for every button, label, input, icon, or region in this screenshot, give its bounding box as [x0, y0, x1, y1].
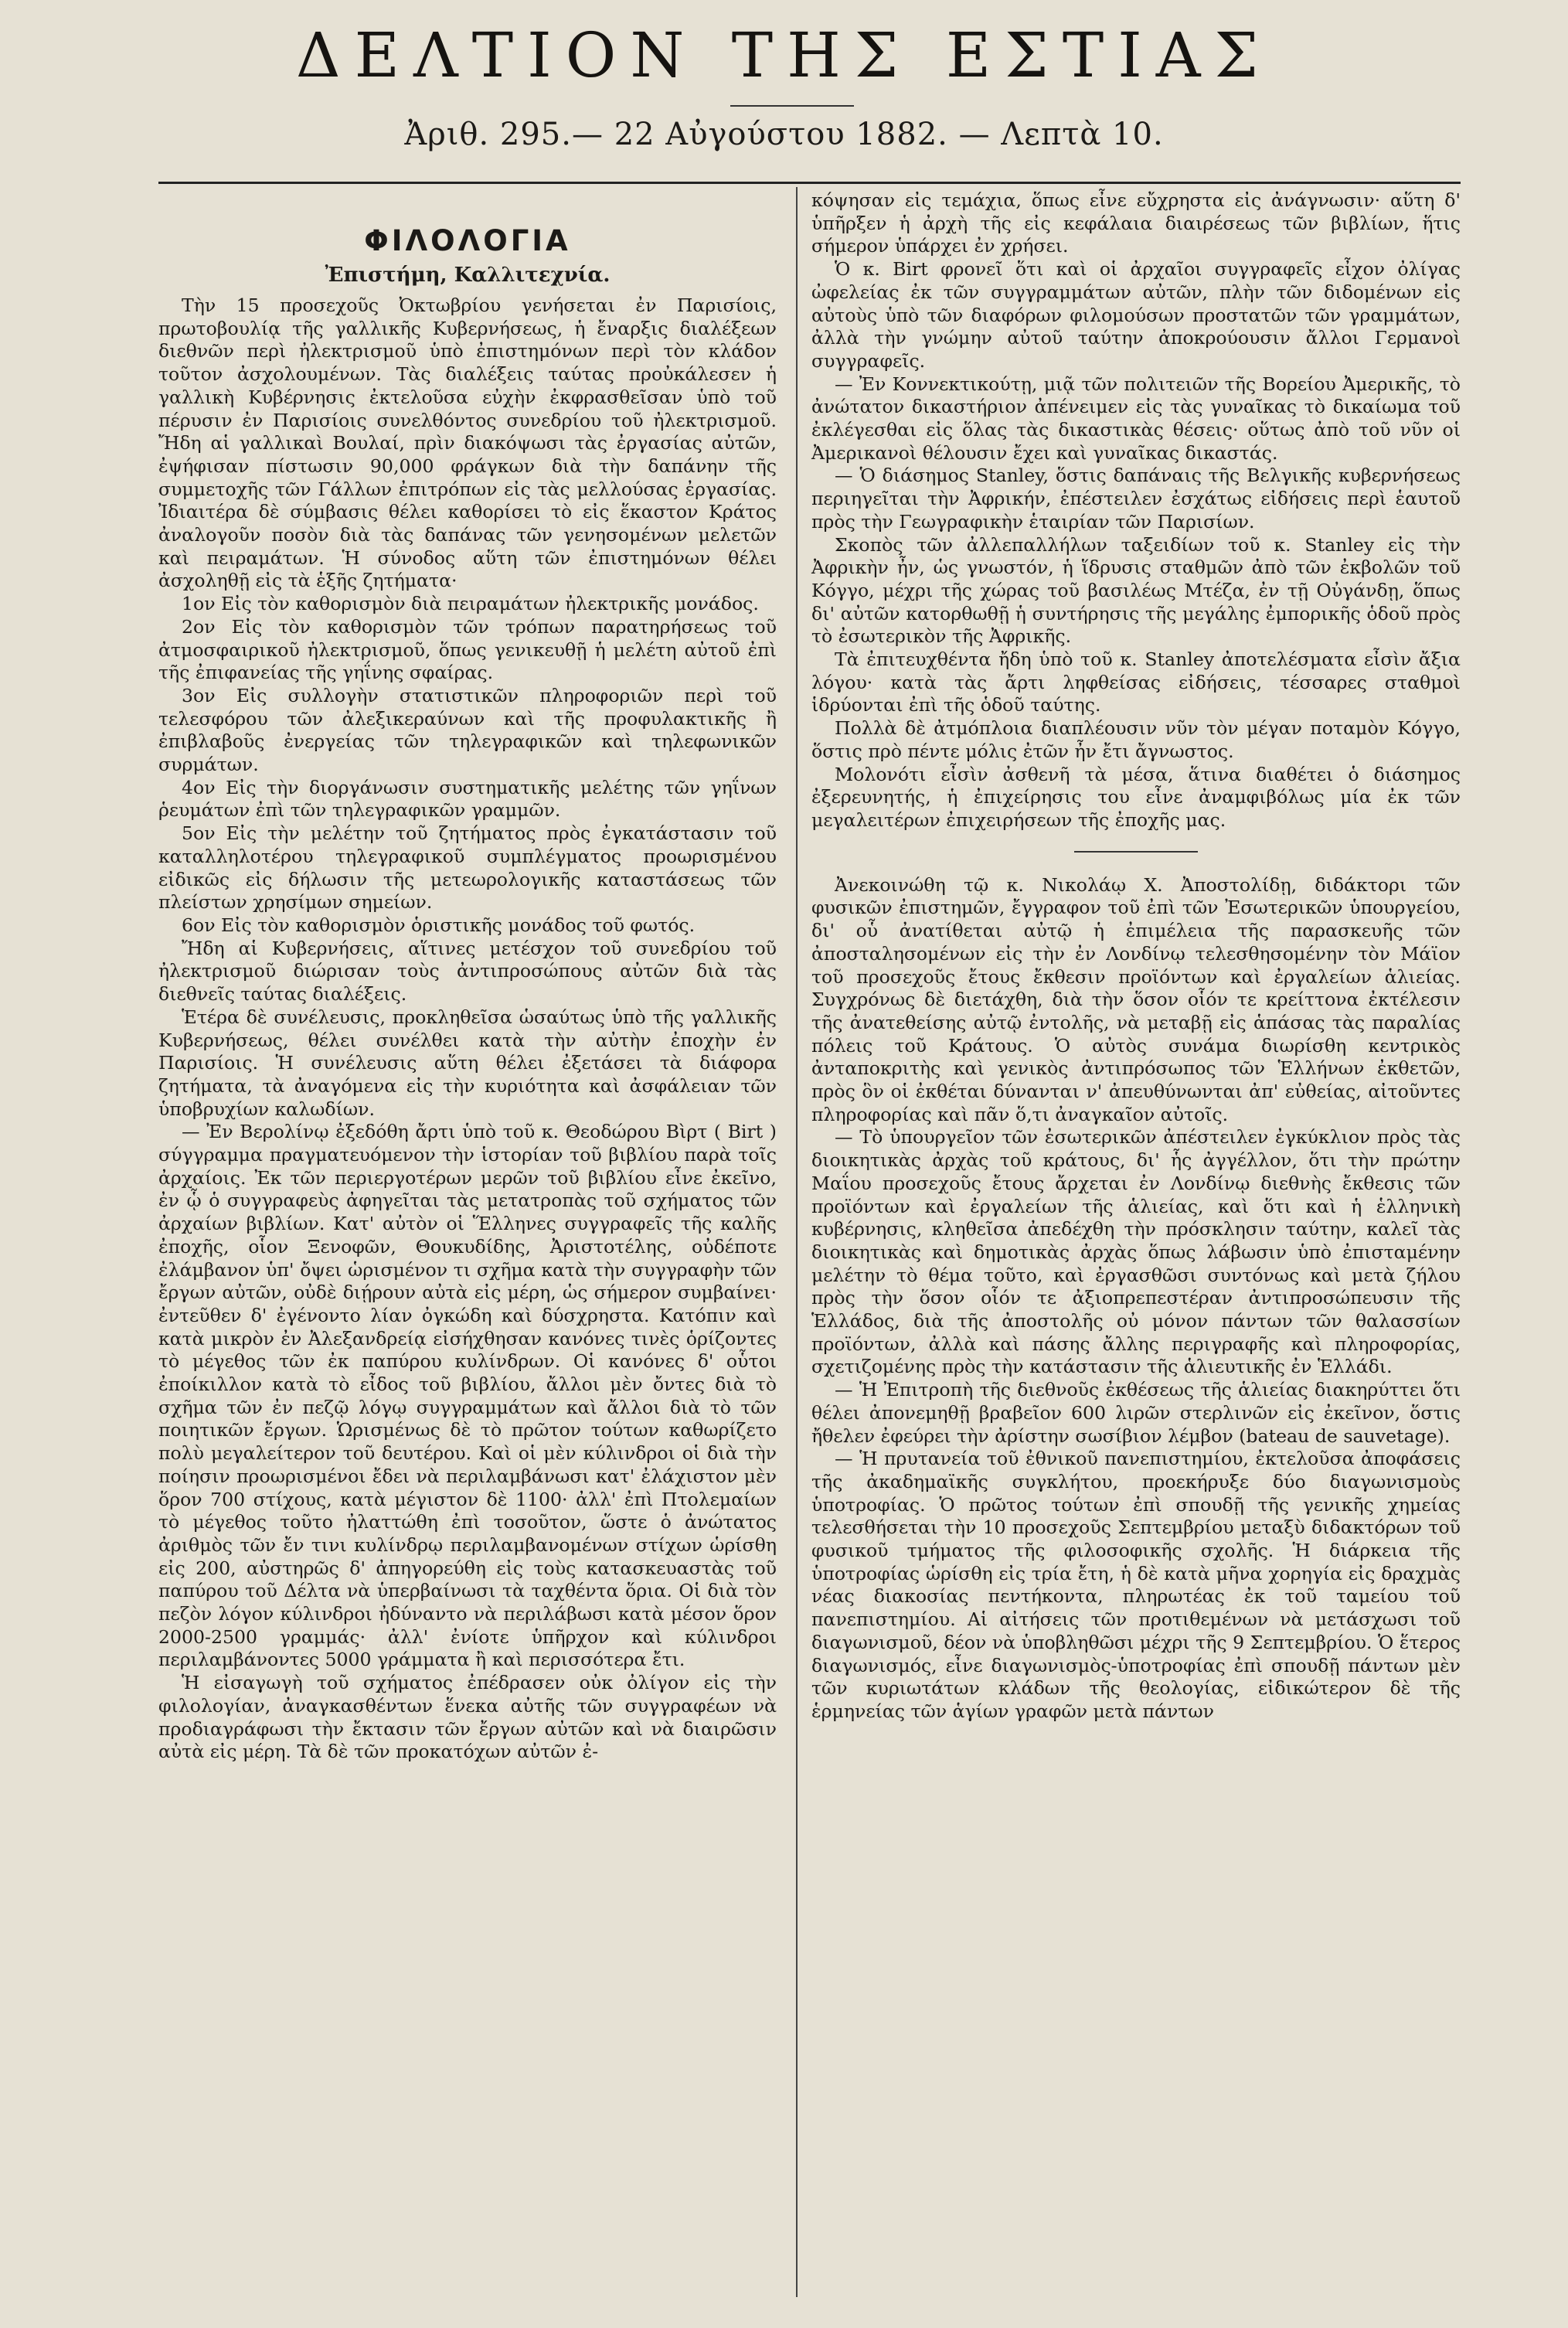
- right-column: [811, 189, 1461, 1724]
- column-divider: [796, 187, 798, 2297]
- paragraph: — Ἐν Βερολίνῳ ἐξεδόθη ἄρτι ὑπὸ τοῦ κ. Θεοδώρου Βὶρτ ( Birt ) σύγγραμμα πραγματευόμενον τὴν ἱστορίαν τοῦ βιβλίου παρὰ τοῖς ἀρχαίοις. Ἐκ τῶν περιεργοτέρων μερῶν τοῦ βιβλίου εἶνε ἐκεῖνο, ἐν ᾧ ὁ συγγραφεὺς ἀφηγεῖται τὰς μετατροπὰς τοῦ σχήματος τῶν ἀρχαίων βιβλίων. Κατ' αὐτὸν οἱ Ἕλληνες συγγραφεῖς τῆς καλῆς ἐποχῆς, οἷον Ξενοφῶν, Θουκυδίδης, Ἀριστοτέλης, οὐδέποτε ἐλάμβανον ὑπ' ὄψει ὡρισμένον τι σχῆμα κατὰ τὴν συγγραφὴν τῶν ἔργων αὐτῶν, οὐδὲ διῄρουν αὐτὰ εἰς μέρη, ὡς σήμερον συμβαίνει· ἐντεῦθεν δ' ἐγένοντο λίαν ὀγκώδη καὶ δύσχρηστα. Κατόπιν καὶ κατὰ μικρὸν ἐν Ἀλεξανδρείᾳ εἰσήχθησαν κανόνες τινὲς ὁρίζοντες τὸ μέγεθος τῶν ἐκ παπύρου κυλίνδρων. Οἱ κανόνες δ' οὗτοι ἐποίκιλλον κατὰ τὸ εἶδος τοῦ βιβλίου, ἄλλοι μὲν ὄντες διὰ τὸ σχῆμα τῶν ἐν πεζῷ λόγῳ συγγραμμάτων καὶ ἄλλοι διὰ τὸ τῶν ποιητικῶν ἔργων. Ὡρισμένως δὲ τὸ πρῶτον τούτων καθωρίζετο πολὺ μεγαλείτερον τοῦ δευτέρου. Καὶ οἱ μὲν κύλινδροι οἱ διὰ τὴν ποίησιν προωρισμένοι ἔδει νὰ περιλαμβάνωσι κατ' ἐλάχιστον μὲν ὅρον 700 στίχους, κατὰ μέγιστον δὲ 1100· ἀλλ' ἐπὶ Πτολεμαίων τὸ μέγεθος τοῦτο ἠλαττώθη ἐπὶ τοσοῦτον, ὥστε ὁ ἀνώτατος ἀριθμὸς τῶν ἔν τινι κυλίνδρῳ περιλαμβανομένων στίχων ὡρίσθη εἰς 200, αὐστηρῶς δ' ἀπηγορεύθη εἰς τοὺς κατασκευαστὰς τοῦ παπύρου τοῦ Δέλτα νὰ ὑπερβαίνωσι τὰ ταχθέντα ὅρια. Οἱ διὰ τὸν πεζὸν λόγον κύλινδροι ἠδύναντο νὰ περιλάβωσι κατὰ μέσον ὅρον 2000-2500 γραμμάς· ἀλλ' ἐνίοτε ὑπῆρχον καὶ κύλινδροι περιλαμβάνοντες 5000 γράμματα ἢ καὶ περισσότερα ἔτι.: [158, 1121, 777, 1671]
- section-separator: [1074, 851, 1198, 853]
- paragraph: Τὰ ἐπιτευχθέντα ἤδη ὑπὸ τοῦ κ. Stanley ἀποτελέσματα εἶσὶν ἄξια λόγου· κατὰ τὰς ἄρτι ληφθείσας εἰδήσεις, τέσσαρες σταθμοὶ ἱδρύονται ἐπὶ τῆς ὁδοῦ ταύτης.: [811, 648, 1461, 716]
- paragraph: — Ἐν Κοννεκτικούτῃ, μιᾷ τῶν πολιτειῶν τῆς Βορείου Ἀμερικῆς, τὸ ἀνώτατον δικαστήριον ἀπένειμεν εἰς τὰς γυναῖκας τὸ δικαίωμα τοῦ ἐκλέγεσθαι εἰς ὅλας τὰς δικαστικὰς θέσεις· οὕτως ἀπὸ τοῦ νῦν οἱ Ἀμερικανοὶ θέλουσιν ἔχει καὶ γυναῖκας δικαστάς.: [811, 373, 1461, 464]
- paragraph: — Ἡ Ἐπιτροπὴ τῆς διεθνοῦς ἐκθέσεως τῆς ἁλιείας διακηρύττει ὅτι θέλει ἀπονεμηθῇ βραβεῖον 600 λιρῶν στερλινῶν εἰς ἐκεῖνον, ὅστις ἤθελεν ἐφεύρει τὴν ἀρίστην σωσίβιον λέμβον (bateau de sauvetage).: [811, 1379, 1461, 1447]
- paragraph: Τὴν 15 προσεχοῦς Ὀκτωβρίου γενήσεται ἐν Παρισίοις, πρωτοβουλίᾳ τῆς γαλλικῆς Κυβερνήσεως, ἡ ἔναρξις διαλέξεων διεθνῶν περὶ ἠλεκτρισμοῦ ὑπὸ ἐπιστημόνων περὶ τὸν κλάδον τοῦτον ἀσχολουμένων. Τὰς διαλέξεις ταύτας προὐκάλεσεν ἡ γαλλικὴ Κυβέρνησις ἐκτελοῦσα εὐχὴν ἐκφρασθεῖσαν ὑπὸ τοῦ πέρυσιν ἐν Παρισίοις συνελθόντος συνεδρίου τοῦ ἠλεκτρισμοῦ. Ἤδη αἱ γαλλικαὶ Βουλαί, πρὶν διακόψωσι τὰς ἐργασίας αὐτῶν, ἐψήφισαν πίστωσιν 90,000 φράγκων διὰ τὴν δαπάνην τῆς συμμετοχῆς τῶν Γάλλων ἐπιτρόπων εἰς τὰς μελλούσας ἐργασίας. Ἰδιαιτέρα δὲ σύμβασις θέλει καθορίσει τὸ εἰς ἕκαστον Κράτος ἀναλογοῦν ποσὸν διὰ τὰς δαπάνας τῶν γενησομένων μελετῶν καὶ πειραμάτων. Ἡ σύνοδος αὕτη τῶν ἐπιστημόνων θέλει ἀσχοληθῇ εἰς τὰ ἑξῆς ζητήματα·: [158, 294, 777, 592]
- list-item: 3ον Εἰς συλλογὴν στατιστικῶν πληροφοριῶν περὶ τοῦ τελεσφόρου τῶν ἀλεξικεραύνων καὶ τῆς προφυλακτικῆς ἢ ἐπιβλαβοῦς ἐνεργείας τῶν τηλεγραφικῶν καὶ τηλεφωνικῶν συρμάτων.: [158, 684, 777, 776]
- paragraph: Πολλὰ δὲ ἀτμόπλοια διαπλέουσιν νῦν τὸν μέγαν ποταμὸν Κόγγο, ὅστις πρὸ πέντε μόλις ἐτῶν ἦν ἔτι ἄγνωστος.: [811, 717, 1461, 762]
- section-title: ΦΙΛΟΛΟΓΙΑ: [364, 224, 571, 257]
- list-item: 2ον Εἰς τὸν καθορισμὸν τῶν τρόπων παρατηρήσεως τοῦ ἀτμοσφαιρικοῦ ἠλεκτρισμοῦ, ὅπως γενικευθῇ ἡ μελέτη αὐτοῦ ἐπὶ τῆς ἐπιφανείας τῆς γηΐνης σφαίρας.: [158, 615, 777, 684]
- masthead-title: ΔΕΛΤΙΟΝ ΤΗΣ ΕΣΤΙΑΣ: [295, 19, 1273, 91]
- paragraph: — Τὸ ὑπουργεῖον τῶν ἐσωτερικῶν ἀπέστειλεν ἐγκύκλιον πρὸς τὰς διοικητικὰς ἀρχὰς τοῦ κράτους, δι' ἧς ἀγγέλλον, ὅτι τὴν πρώτην Μαΐου προσεχοῦς ἔτους ἄρχεται ἐν Λονδίνῳ διεθνὴς ἔκθεσις τῶν προϊόντων καὶ ἐργαλείων τῆς ἁλιείας, καὶ ὅτι καὶ ἡ ἑλληνικὴ κυβέρνησις, κληθεῖσα ἀπεδέχθη τὴν πρόσκλησιν ταύτην, καλεῖ τὰς διοικητικὰς καὶ δημοτικὰς ἀρχὰς ὅπως λάβωσιν ὑπὸ ἐπισταμένην μελέτην τὸ θέμα τοῦτο, καὶ ἐργασθῶσι συντόνως καὶ μετὰ ζήλου πρὸς τὴν ὅσον οἷόν τε ἀξιοπρεπεστέραν ἀντιπροσώπευσιν τῆς Ἑλλάδος, διὰ τῆς ἀποστολῆς οὐ μόνον πάντων τῶν θαλασσίων προϊόντων, ἀλλὰ καὶ πάσης ἄλλης περιγραφῆς καὶ πληροφορίας, σχετιζομένης πρὸς τὴν κατάστασιν τῆς ἁλιευτικῆς ἐν Ἑλλάδι.: [811, 1126, 1461, 1378]
- paragraph: Σκοπὸς τῶν ἀλλεπαλλήλων ταξειδίων τοῦ κ. Stanley εἰς τὴν Ἀφρικὴν ἦν, ὡς γνωστόν, ἡ ἵδρυσις σταθμῶν ἀπὸ τῶν ἐκβολῶν τοῦ Κόγγο, μέχρι τῆς χώρας τοῦ βασιλέως Μτέζα, ἐν τῇ Οὐγάνδῃ, ὅπως δι' αὐτῶν κατορθωθῇ ἡ συντήρησις τῆς μεγάλης ἐμπορικῆς ὁδοῦ πρὸς τὸ ἐσωτερικὸν τῆς Ἀφρικῆς.: [811, 533, 1461, 648]
- list-item: 1ον Εἰς τὸν καθορισμὸν διὰ πειραμάτων ἠλεκτρικῆς μονάδος.: [182, 593, 759, 615]
- section-subtitle: Ἐπιστήμη, Καλλιτεχνία.: [325, 264, 611, 287]
- paragraph: Ἤδη αἱ Κυβερνήσεις, αἵτινες μετέσχον τοῦ συνεδρίου τοῦ ἠλεκτρισμοῦ διώρισαν τοὺς ἀντιπροσώπους αὐτῶν διὰ τὰς διεθνεῖς ταύτας διαλέξεις.: [158, 937, 777, 1006]
- header-rule: [158, 182, 1461, 184]
- list-item: 5ον Εἰς τὴν μελέτην τοῦ ζητήματος πρὸς ἐγκατάστασιν τοῦ καταλληλοτέρου τηλεγραφικοῦ συμπλέγματος προωρισμένου εἰδικῶς εἰς δήλωσιν τῆς μετεωρολογικῆς καταστάσεως τῶν πλείστων χρησίμων σημείων.: [158, 822, 777, 914]
- paragraph: Ἡ εἰσαγωγὴ τοῦ σχήματος ἐπέδρασεν οὐκ ὀλίγον εἰς τὴν φιλολογίαν, ἀναγκασθέντων ἕνεκα αὐτῆς τῶν συγγραφέων νὰ προδιαγράφωσι τὴν ἔκτασιν τῶν ἔργων αὐτῶν καὶ νὰ διαιρῶσιν αὐτὰ εἰς μέρη. Τὰ δὲ τῶν προκατόχων αὐτῶν ἐ-: [158, 1672, 777, 1763]
- list-item: 6ον Εἰς τὸν καθορισμὸν ὁριστικῆς μονάδος τοῦ φωτός.: [182, 914, 696, 936]
- paragraph: — Ὁ διάσημος Stanley, ὅστις δαπάναις τῆς Βελγικῆς κυβερνήσεως περιηγεῖται τὴν Ἀφρικήν, ἐπέστειλεν ἐσχάτως εἰδήσεις περὶ ἑαυτοῦ πρὸς τὴν Γεωγραφικὴν ἑταιρίαν τῶν Παρισίων.: [811, 465, 1461, 533]
- paragraph: Ἀνεκοινώθη τῷ κ. Νικολάῳ Χ. Ἀποστολίδῃ, διδάκτορι τῶν φυσικῶν ἐπιστημῶν, ἔγγραφον τοῦ ἐπὶ τῶν Ἐσωτερικῶν ὑπουργείου, δι' οὗ ἀνατίθεται αὐτῷ ἡ ἐπιμέλεια τῆς παρασκευῆς τῶν ἀποσταλησομένων εἰς τὴν ἐν Λονδίνῳ τελεσθησομένην τὸν Μάϊον τοῦ προσεχοῦς ἔτους ἔκθεσιν προϊόντων καὶ ἐργαλείων ἁλιείας. Συγχρόνως δὲ διετάχθη, διὰ τὴν ὅσον οἷόν τε κρείττονα ἐκτέλεσιν τῆς ἀνατεθείσης αὐτῷ ἐντολῆς, νὰ μεταβῇ εἰς ἁπάσας τὰς παραλίας πόλεις τοῦ Κράτους. Ὁ αὐτὸς συνάμα διωρίσθη κεντρικὸς ἀνταποκριτὴς καὶ γενικὸς ἀντιπρόσωπος τῶν Ἑλλήνων ἐκθετῶν, πρὸς ὃν οἱ ἐκθέται δύνανται ν' ἀπευθύνωνται ἀπ' εὐθείας, αἰτοῦντες πληροφορίας καὶ πᾶν ὅ,τι ἀναγκαῖον αὐτοῖς.: [811, 873, 1461, 1125]
- list-item: 4ον Εἰς τὴν διοργάνωσιν συστηματικῆς μελέτης τῶν γηΐνων ῥευμάτων ἐπὶ τῶν τηλεγραφικῶν γραμμῶν.: [158, 776, 777, 822]
- paragraph: Μολονότι εἶσὶν ἀσθενῆ τὰ μέσα, ἅτινα διαθέτει ὁ διάσημος ἐξερευνητής, ἡ ἐπιχείρησις του εἶνε ἀναμφιβόλως μία ἐκ τῶν μεγαλειτέρων ἐπιχειρήσεων τῆς ἐποχῆς μας.: [811, 763, 1461, 831]
- left-column: [158, 189, 777, 1764]
- issue-line: Ἀριθ. 295.— 22 Αὐγούστου 1882. — Λεπτὰ 10.: [404, 117, 1164, 152]
- paragraph: κόψησαν εἰς τεμάχια, ὅπως εἶνε εὔχρηστα εἰς ἀνάγνωσιν· αὕτη δ' ὑπῆρξεν ἡ ἀρχὴ τῆς εἰς κεφάλαια διαιρέσεως τῶν βιβλίων, ἥτις σήμερον ὑπάρχει ἐν χρήσει.: [811, 189, 1461, 257]
- paragraph: — Ἡ πρυτανεία τοῦ ἐθνικοῦ πανεπιστημίου, ἐκτελοῦσα ἀποφάσεις τῆς ἀκαδημαϊκῆς συγκλήτου, προεκήρυξε δύο διαγωνισμοὺς ὑποτροφίας. Ὁ πρῶτος τούτων ἐπὶ σπουδῇ τῆς γενικῆς χημείας τελεσθήσεται τὴν 10 προσεχοῦς Σεπτεμβρίου μεταξὺ διδακτόρων τοῦ φυσικοῦ τμήματος τῆς φιλοσοφικῆς σχολῆς. Ἡ διάρκεια τῆς ὑποτροφίας ὡρίσθη εἰς τρία ἔτη, ἡ δὲ κατὰ μῆνα χορηγία εἰς δραχμὰς νέας διακοσίας πεντήκοντα, πληρωτέας ἐκ τοῦ ταμείου τοῦ πανεπιστημίου. Αἱ αἰτήσεις τῶν προτιθεμένων νὰ μετάσχωσι τοῦ διαγωνισμοῦ, δέον νὰ ὑποβληθῶσι μέχρι τῆς 9 Σεπτεμβρίου. Ὁ ἕτερος διαγωνισμός, εἶνε διαγωνισμὸς-ὑποτροφίας ἐπὶ σπουδῇ πάντων μὲν τῶν κυριωτάτων κλάδων τῆς θεολογίας, εἰδικώτερον δὲ τῆς ἑρμηνείας τῶν ἁγίων γραφῶν μετὰ πάντων: [811, 1448, 1461, 1722]
- paragraph: Ἑτέρα δὲ συνέλευσις, προκληθεῖσα ὡσαύτως ὑπὸ τῆς γαλλικῆς Κυβερνήσεως, θέλει συνέλθει κατὰ τὴν αὐτὴν ἐποχὴν ἐν Παρισίοις. Ἡ συνέλευσις αὕτη θέλει ἐξετάσει τὰ διάφορα ζητήματα, τὰ ἀναγόμενα εἰς τὴν κυριότητα καὶ ἀσφάλειαν τῶν ὑποβρυχίων καλωδίων.: [158, 1006, 777, 1120]
- masthead-rule: [730, 105, 854, 107]
- paragraph: Ὁ κ. Birt φρονεῖ ὅτι καὶ οἱ ἀρχαῖοι συγγραφεῖς εἶχον ὀλίγας ὠφελείας ἐκ τῶν συγγραμμάτων αὐτῶν, πλὴν τῶν διδομένων εἰς αὐτοὺς ὑπὸ τῶν διαφόρων φιλομούσων προστατῶν τῶν γραμμάτων, ἀλλὰ τὴν γνώμην αὐτοῦ ταύτην ἀποκρούουσιν ἄλλοι Γερμανοὶ συγγραφεῖς.: [811, 258, 1461, 372]
